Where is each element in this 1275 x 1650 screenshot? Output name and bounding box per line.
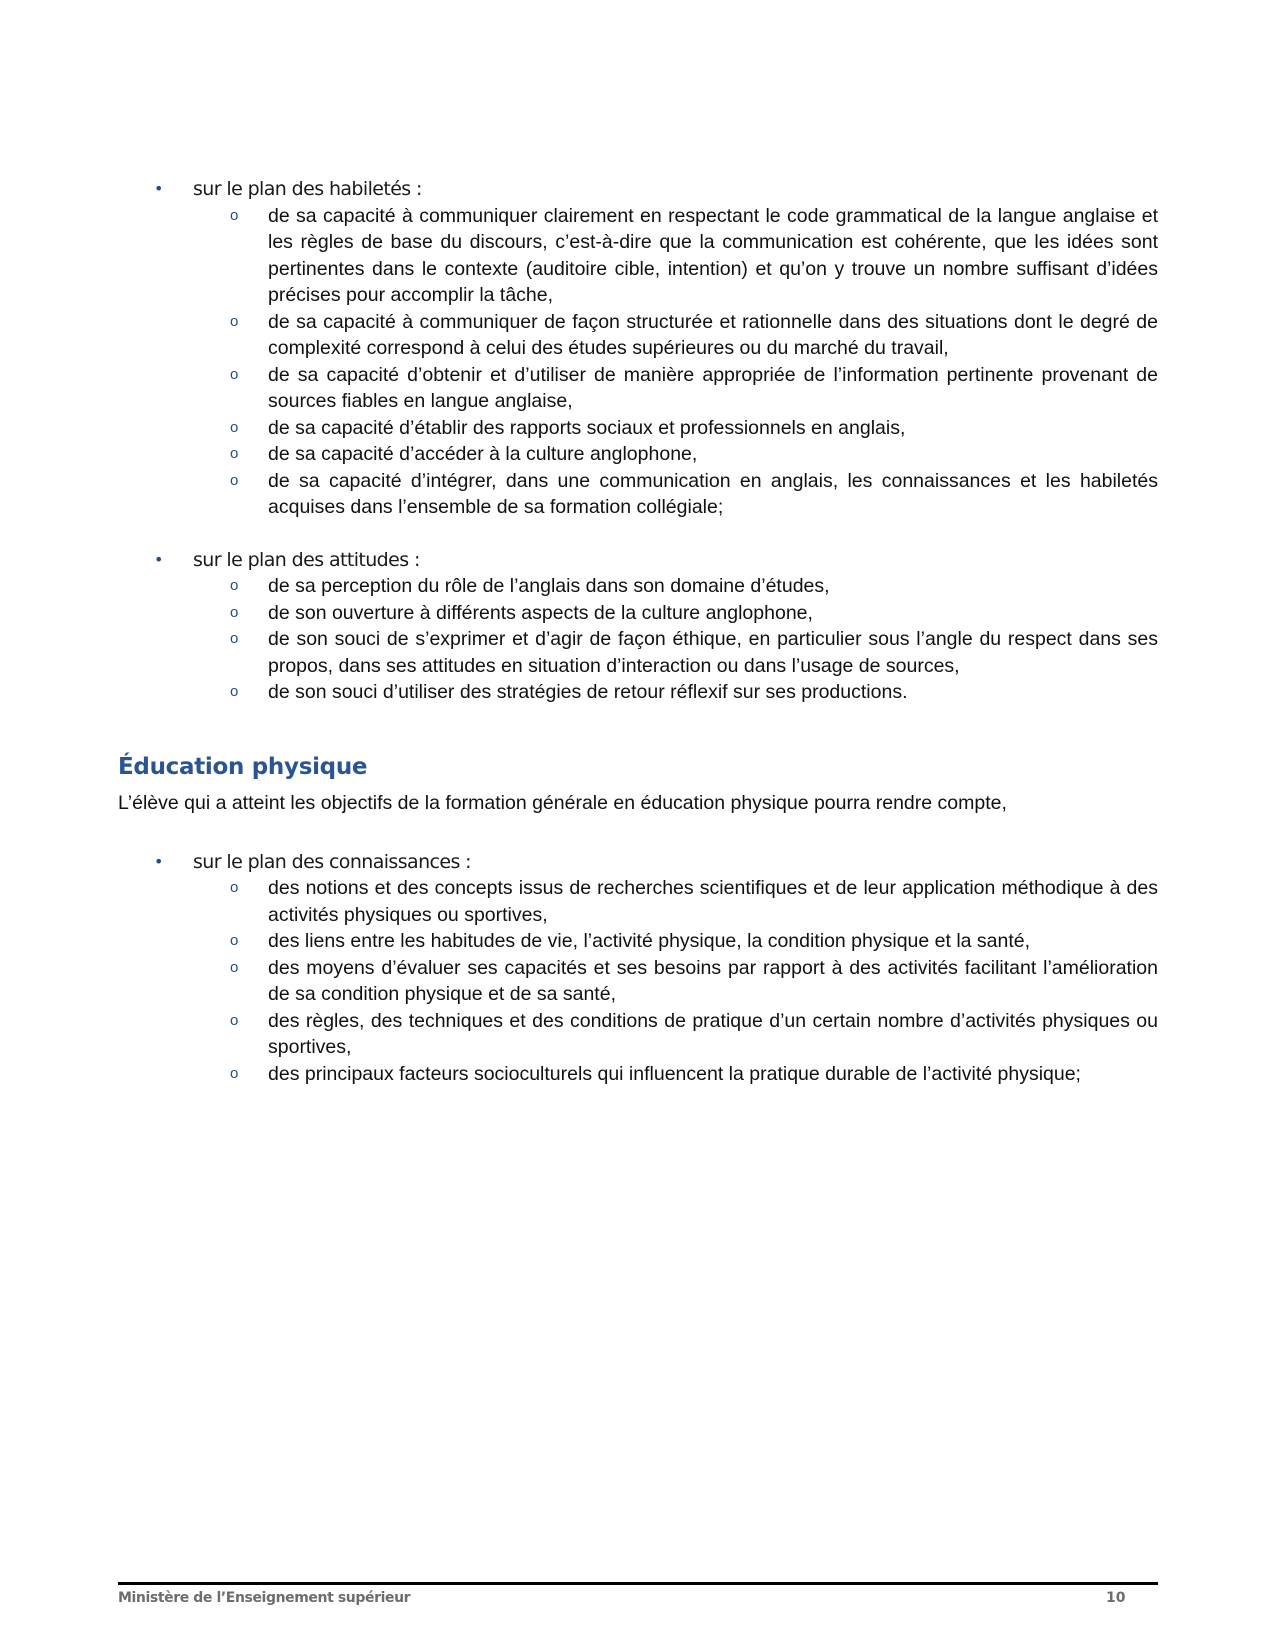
list-item — [118, 573, 1158, 600]
circle-bullet-icon: o — [230, 312, 239, 330]
list-item — [118, 203, 1158, 309]
list-item-text: des moyens d’évaluer ses capacités et ses besoins par rapport à des activités facilitant l’amélioration de sa condition physique et de sa santé, — [268, 956, 1158, 1005]
circle-bullet-icon: o — [230, 365, 239, 383]
list-item-label: sur le plan des habiletés : — [193, 178, 422, 200]
list-item — [118, 1061, 1158, 1088]
circle-bullet-icon: o — [230, 683, 239, 700]
spacer — [118, 816, 1158, 849]
footer-divider — [118, 1582, 1158, 1585]
sublist-attitudes — [118, 573, 1158, 706]
list-item — [118, 415, 1158, 442]
list-item — [118, 928, 1158, 955]
list-item — [118, 468, 1158, 521]
page-number: 10 — [1106, 1590, 1126, 1606]
list-item-text: de sa capacité d’établir des rapports sociaux et professionnels en anglais, — [268, 416, 906, 439]
section-heading: Éducation physique — [118, 753, 368, 780]
list-item — [118, 1008, 1158, 1061]
list-item — [118, 600, 1158, 627]
list-item-text: de son souci de s’exprimer et d’agir de façon éthique, en particulier sous l’angle du respect dans ses propos, dans ses attitudes en situation d’interaction ou dans l’usage de sources, — [268, 628, 1158, 677]
circle-bullet-icon: o — [230, 603, 239, 621]
list-item — [118, 441, 1158, 468]
circle-bullet-icon: o — [230, 577, 239, 594]
list-item-text: de son souci d’utiliser des stratégies de retour réflexif sur ses productions. — [268, 681, 908, 703]
circle-bullet-icon: o — [230, 1064, 239, 1082]
bullet-icon: • — [154, 851, 163, 871]
spacer — [118, 706, 1158, 752]
list-item — [118, 875, 1158, 928]
list-item-label: sur le plan des attitudes : — [193, 548, 420, 571]
list-item-habiletes — [118, 176, 1158, 203]
sublist-habiletes — [118, 203, 1158, 521]
footer-organization: Ministère de l’Enseignement supérieur — [118, 1590, 411, 1606]
bullet-icon: • — [154, 179, 163, 198]
list-item-text: des règles, des techniques et des conditions de pratique d’un certain nombre d’activités physiques ou sportives, — [268, 1009, 1158, 1058]
section-intro: L’élève qui a atteint les objectifs de la formation générale en éducation physique pourra rendre compte, — [118, 791, 1007, 814]
list-item-text: de son ouverture à différents aspects de la culture anglophone, — [268, 601, 813, 624]
list-item — [118, 626, 1158, 679]
list-item-text: de sa capacité d’obtenir et d’utiliser de manière appropriée de l’information pertinente provenant de sources fiables en langue anglaise, — [268, 363, 1158, 412]
list-item-connaissances — [118, 849, 1158, 876]
list-item — [118, 309, 1158, 362]
circle-bullet-icon: o — [230, 1011, 239, 1029]
circle-bullet-icon: o — [230, 932, 239, 949]
circle-bullet-icon: o — [230, 206, 239, 224]
list-item — [118, 955, 1158, 1008]
list-item-text: de sa capacité d’intégrer, dans une communication en anglais, les connaissances et les habiletés acquises dans l’ensemble de sa formation collégiale; — [268, 469, 1158, 518]
list-item-attitudes — [118, 547, 1158, 574]
list-item — [118, 679, 1158, 706]
list-item — [118, 362, 1158, 415]
spacer — [118, 521, 1158, 547]
list-item-text: de sa capacité d’accéder à la culture anglophone, — [268, 443, 698, 465]
circle-bullet-icon: o — [230, 418, 239, 436]
list-item-text: des principaux facteurs socioculturels qui influencent la pratique durable de l’activité physique; — [268, 1062, 1081, 1085]
list-item-text: de sa perception du rôle de l’anglais dans son domaine d’études, — [268, 575, 830, 597]
list-item-text: des notions et des concepts issus de recherches scientifiques et de leur application méthodique à des activités physiques ou sportives, — [268, 877, 1158, 926]
circle-bullet-icon: o — [230, 879, 239, 896]
circle-bullet-icon: o — [230, 471, 239, 489]
sublist-connaissances — [118, 875, 1158, 1087]
list-item-text: de sa capacité à communiquer clairement en respectant le code grammatical de la langue anglaise et les règles de base du discours, c’est-à-dire que la communication est cohérente, que les idées sont pertinentes dans le contexte (auditoire cible, intention) et qu’on y trouve un nombre suffisant d’idées précises pour accomplir la tâche, — [268, 204, 1158, 306]
list-item-text: de sa capacité à communiquer de façon structurée et rationnelle dans des situations dont le degré de complexité correspond à celui des études supérieures ou du marché du travail, — [268, 310, 1158, 359]
circle-bullet-icon: o — [230, 958, 239, 976]
circle-bullet-icon: o — [230, 445, 239, 462]
list-item-text: des liens entre les habitudes de vie, l’activité physique, la condition physique et la santé, — [268, 930, 1031, 952]
circle-bullet-icon: o — [230, 630, 239, 647]
list-item-label: sur le plan des connaissances : — [193, 850, 471, 873]
page-content — [118, 176, 1158, 1087]
bullet-icon: • — [154, 549, 163, 569]
